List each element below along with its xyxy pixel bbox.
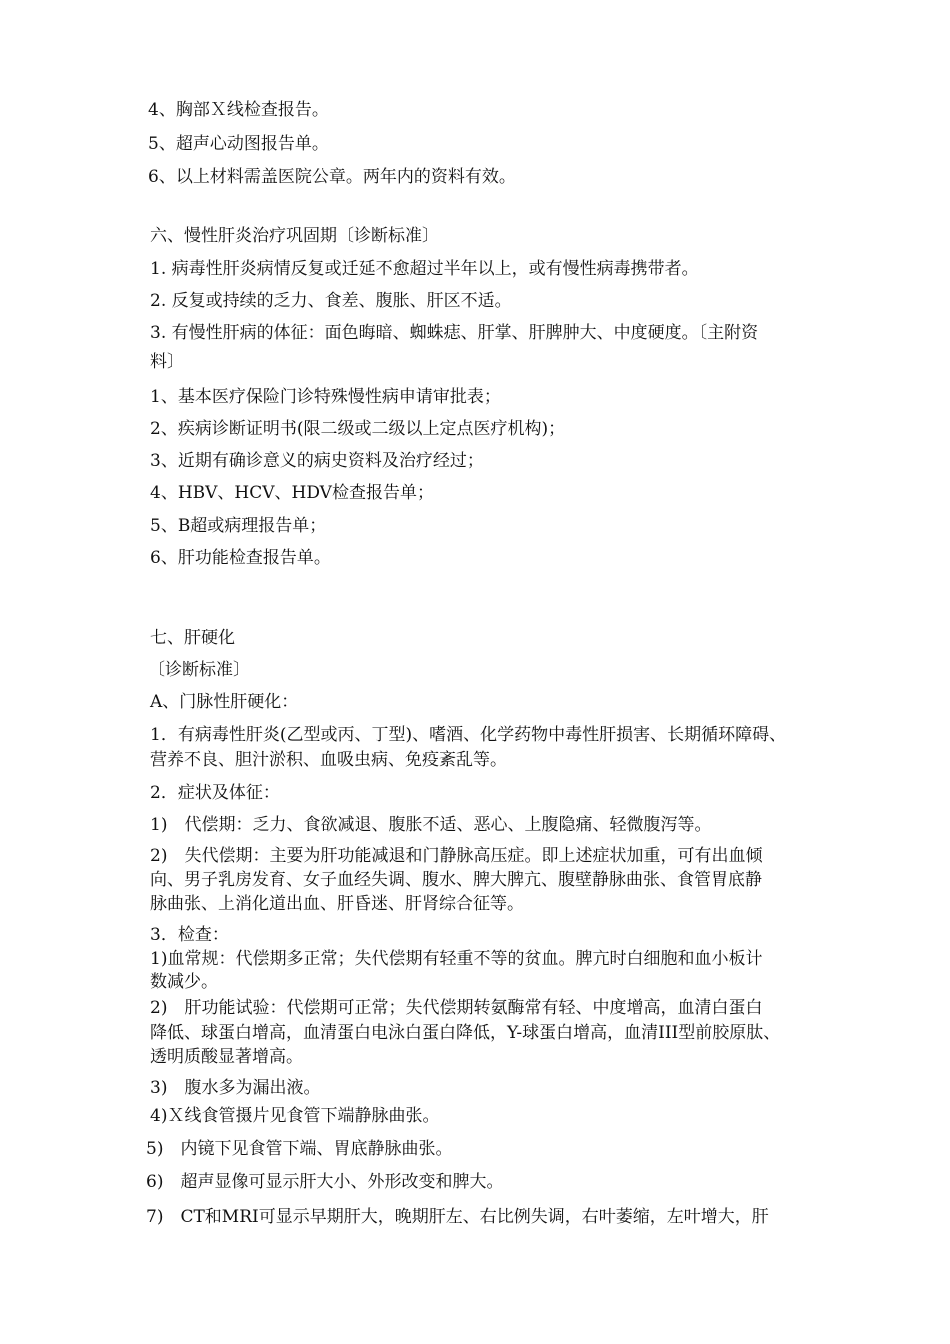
criteria-item: 1. 病毒性肝炎病情反复或迁延不愈超过半年以上，或有慢性病毒携带者。 — [150, 259, 699, 279]
paragraph-line: 数减少。 — [150, 972, 218, 992]
section-subtitle: 〔诊断标准〕 — [148, 660, 250, 680]
paragraph-line: 2) 失代偿期：主要为肝功能减退和门静脉高压症。即上述症状加重，可有出血倾 — [150, 846, 763, 866]
criteria-item: 3. 有慢性肝病的体征：面色晦暗、蜘蛛痣、肝掌、肝脾肿大、中度硬度。〔主附资 — [150, 323, 759, 343]
paragraph-line: 2) 肝功能试验：代偿期可正常；失代偿期转氨酶常有轻、中度增高，血清白蛋白 — [150, 998, 763, 1018]
material-item: 1、基本医疗保险门诊特殊慢性病申请审批表； — [150, 387, 501, 407]
paragraph-line: 5) 内镜下见食管下端、胃底静脉曲张。 — [146, 1139, 453, 1159]
item-heading: 2．症状及体征： — [150, 783, 280, 803]
paragraph-line: 透明质酸显著增高。 — [150, 1047, 303, 1067]
paragraph-line: 3) 腹水多为漏出液。 — [150, 1078, 321, 1098]
paragraph-line: 6) 超声显像可显示肝大小、外形改变和脾大。 — [146, 1172, 504, 1192]
subsection-heading: A、门脉性肝硬化： — [150, 692, 299, 712]
material-item: 6、以上材料需盖医院公章。两年内的资料有效。 — [148, 167, 516, 187]
section-title: 六、慢性肝炎治疗巩固期〔诊断标准〕 — [150, 226, 439, 246]
paragraph-line: 1) 代偿期：乏力、食欲减退、腹胀不适、恶心、上腹隐痛、轻微腹泻等。 — [150, 815, 712, 835]
paragraph-line: 脉曲张、上消化道出血、肝昏迷、肝肾综合征等。 — [150, 894, 524, 914]
criteria-item-continued: 料〕 — [150, 352, 184, 372]
section-title: 七、肝硬化 — [150, 628, 235, 648]
material-item: 4、HBV、HCV、HDV检查报告单； — [150, 483, 434, 503]
paragraph-line: 7) CT和MRI可显示早期肝大，晚期肝左、右比例失调，右叶萎缩，左叶增大，肝 — [146, 1207, 769, 1227]
paragraph-line: 降低、球蛋白增高，血清蛋白电泳白蛋白降低，Y-球蛋白增高，血清III型前胶原肽、 — [150, 1023, 781, 1043]
material-item: 3、近期有确诊意义的病史资料及治疗经过； — [150, 451, 484, 471]
criteria-item: 2. 反复或持续的乏力、食差、腹胀、肝区不适。 — [150, 291, 512, 311]
paragraph-line: 营养不良、胆汁淤积、血吸虫病、免疫紊乱等。 — [150, 750, 507, 770]
material-item: 5、B超或病理报告单； — [150, 516, 327, 536]
material-item: 2、疾病诊断证明书(限二级或二级以上定点医疗机构)； — [150, 419, 566, 439]
paragraph-line: 1．有病毒性肝炎(乙型或丙、丁型)、嗜酒、化学药物中毒性肝损害、长期循环障碍、 — [150, 725, 787, 745]
item-heading: 3．检查： — [150, 925, 229, 945]
paragraph-line: 4)Ｘ线食管摄片见食管下端静脉曲张。 — [150, 1106, 440, 1126]
paragraph-line: 向、男子乳房发育、女子血经失调、腹水、脾大脾亢、腹壁静脉曲张、食管胃底静 — [150, 870, 762, 890]
material-item: 6、肝功能检查报告单。 — [150, 548, 331, 568]
material-item: 4、胸部Ｘ线检查报告。 — [148, 100, 329, 120]
paragraph-line: 1)血常规：代偿期多正常；失代偿期有轻重不等的贫血。脾亢时白细胞和血小板计 — [150, 949, 763, 969]
material-item: 5、超声心动图报告单。 — [148, 134, 329, 154]
